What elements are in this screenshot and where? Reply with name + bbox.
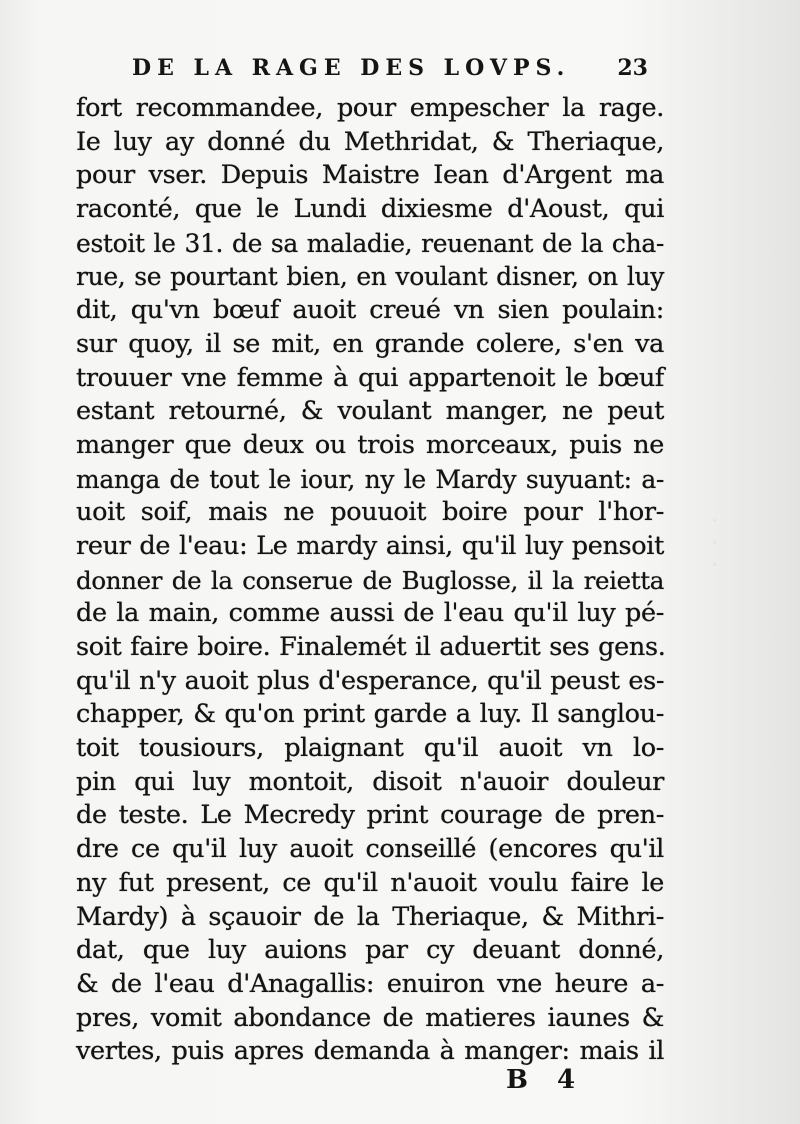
text-line: & de l'eau d'Anagallis: enuiron vne heure a- — [76, 968, 664, 999]
text-line: estant retourné, & voulant manger, ne peut — [76, 396, 664, 427]
text-line: chapper, & qu'on print garde a luy. Il sanglou- — [76, 699, 664, 730]
text-line: de teste. Le Mecredy print courage de pren- — [76, 800, 664, 831]
text-line: qu'il n'y auoit plus d'esperance, qu'il peust es- — [76, 665, 665, 696]
text-line: fort recommandee, pour empescher la rage. — [76, 93, 664, 123]
text-line: Ie luy ay donné du Methridat, & Theriaque, — [76, 126, 664, 157]
show-through-text: · · · — [712, 511, 718, 574]
text-line: Mardy) à sçauoir de la Theriaque, & Mithri- — [76, 901, 664, 932]
text-line: donner de la conserue de Buglosse, il la reietta — [76, 565, 664, 595]
text-line: pres, vomit abondance de matieres iaunes & — [76, 1002, 664, 1033]
text-line: uoit soif, mais ne pouuoit boire pour l'hor- — [76, 497, 664, 528]
text-line: dat, que luy auions par cy deuant donné, — [76, 935, 664, 966]
text-line: toit tousiours, plaignant qu'il auoit vn lo- — [76, 733, 664, 764]
text-line: manger que deux ou trois morceaux, puis ne — [76, 429, 664, 460]
text-line: estoit le 31. de sa maladie, reuenant de la cha- — [76, 228, 664, 258]
text-line: dre ce qu'il luy auoit conseillé (encores qu'il — [76, 834, 664, 865]
text-line: de la main, comme aussi de l'eau qu'il luy pé- — [76, 598, 664, 629]
text-line: dit, qu'vn bœuf auoit creué vn sien poulain: — [76, 295, 664, 326]
page-number: 23 — [617, 55, 648, 81]
text-line: raconté, que le Lundi dixiesme d'Aoust, qui — [76, 194, 664, 225]
text-line: sur quoy, il se mit, en grande colere, s'en va — [76, 328, 664, 359]
signature-mark: B 4 — [506, 1065, 586, 1095]
running-title: DE LA RAGE DES LOVPS. — [132, 55, 571, 81]
running-head — [132, 52, 652, 84]
body-text — [76, 92, 664, 1069]
text-line: trouuer vne femme à qui appartenoit le bœuf — [76, 362, 664, 393]
text-line: reur de l'eau: Le mardy ainsi, qu'il luy pensoit — [76, 530, 664, 561]
text-line: soit faire boire. Finalemét il aduertit ses gens. — [76, 632, 666, 662]
text-line: manga de tout le iour, ny le Mardy suyuant: a- — [76, 464, 664, 494]
text-line: pin qui luy montoit, disoit n'auoir douleur — [76, 766, 664, 797]
text-line: pour vser. Depuis Maistre Iean d'Argent ma — [76, 160, 664, 191]
text-line: ny fut present, ce qu'il n'auoit voulu faire le — [76, 867, 664, 898]
text-line: rue, se pourtant bien, en voulant disner, on luy — [76, 262, 664, 292]
text-line: vertes, puis apres demanda à manger: mais il — [76, 1036, 664, 1067]
